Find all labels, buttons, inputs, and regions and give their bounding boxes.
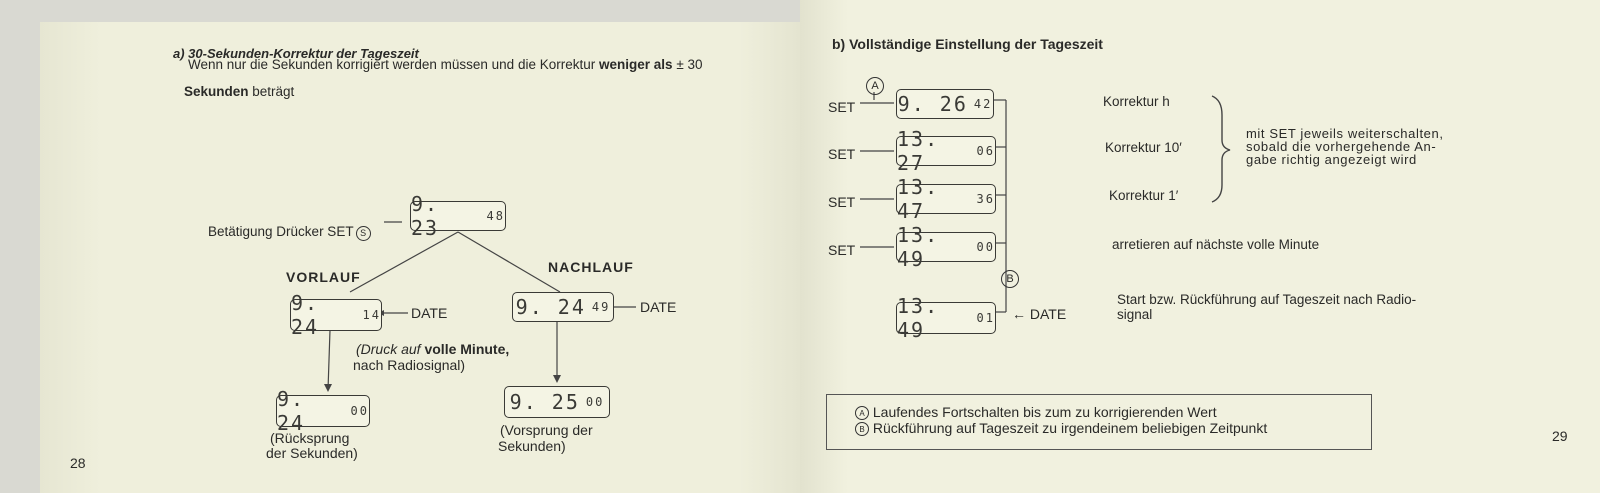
- note-line1: [356, 341, 509, 357]
- lcd-sec: 00: [585, 395, 605, 409]
- lcd-main: 13. 49: [897, 223, 940, 271]
- set-label-row1: SET: [828, 99, 856, 115]
- lcd-result-right: [504, 386, 610, 418]
- lcd-sec: 48: [486, 209, 505, 223]
- intro-bold: weniger als: [599, 57, 673, 72]
- lcd-row3: [896, 175, 996, 223]
- result-right-caption-2: Sekunden): [498, 438, 566, 454]
- legend-a-icon: A: [855, 406, 869, 420]
- lcd-sec: 14: [362, 308, 381, 322]
- lcd-row4: [896, 223, 996, 271]
- set-circle-icon: S: [356, 226, 371, 241]
- date-label-vorlauf: DATE: [411, 305, 448, 321]
- set-button-label: [208, 224, 371, 241]
- set-label-text: Betätigung Drücker SET: [208, 224, 354, 239]
- row4-desc: arretieren auf nächste volle Minute: [1112, 237, 1320, 252]
- row1-desc: Korrektur h: [1103, 94, 1170, 109]
- intro-post: ± 30: [676, 57, 703, 72]
- row2-desc: Korrektur 10′: [1105, 140, 1182, 155]
- lcd-main: 13. 27: [897, 127, 940, 175]
- marker-a-icon: A: [866, 77, 884, 95]
- row3-desc: Korrektur 1′: [1109, 188, 1179, 203]
- intro-post-betraegt: beträgt: [252, 84, 295, 99]
- result-right-caption-1: (Vorsprung der: [500, 422, 593, 438]
- lcd-sec: 01: [976, 311, 995, 325]
- legend-a-text: Laufendes Fortschalten bis zum zu korrigierenden Wert: [872, 404, 1217, 420]
- lcd-sec: 36: [976, 192, 995, 206]
- section-b-heading: b) Vollständige Einstellung der Tageszeit: [832, 36, 1103, 52]
- lcd-main: 9. 24: [291, 291, 320, 339]
- start-text-1: Start bzw. Rückführung auf Tageszeit nach Radio-: [1117, 292, 1417, 307]
- lcd-main: 13. 49: [897, 294, 940, 342]
- page-number-right: 29: [1552, 428, 1568, 444]
- lcd-nachlauf-display: [512, 292, 614, 322]
- lcd-sec: 42: [973, 97, 993, 111]
- brace-text-2: sobald die vorhergehende An-: [1246, 139, 1437, 154]
- lcd-main: 13. 47: [897, 175, 940, 223]
- marker-b-icon: B: [1001, 270, 1019, 288]
- lcd-main: 9. 24: [277, 387, 306, 435]
- start-text-2: signal: [1117, 307, 1153, 322]
- lcd-main: 9. 25: [509, 390, 580, 414]
- section-a-heading: a) 30-Sekunden-Korrektur der Tageszeit: [173, 46, 419, 61]
- note-line2: nach Radiosignal): [353, 357, 466, 373]
- lcd-sec: 00: [350, 404, 369, 418]
- lcd-result-left: [276, 387, 370, 435]
- lcd-sec: 00: [976, 240, 995, 254]
- lcd-vorlauf-display: [290, 291, 382, 339]
- result-left-caption-2: der Sekunden): [266, 445, 358, 461]
- brace-text-1: mit SET jeweils weiterschalten,: [1246, 126, 1444, 141]
- lcd-final-display: [896, 294, 996, 342]
- lcd-sec: 06: [976, 144, 995, 158]
- vorlauf-label: VORLAUF: [286, 269, 361, 285]
- legend-a: [855, 404, 1217, 420]
- lcd-main: 9. 24: [515, 295, 586, 319]
- lcd-main: 9. 26: [897, 92, 968, 116]
- set-label-row2: SET: [828, 146, 856, 162]
- lcd-top-display: [410, 192, 506, 240]
- date-text: DATE: [1029, 306, 1067, 322]
- note-pre: (Druck auf: [356, 341, 421, 357]
- set-label-row4: SET: [828, 242, 856, 258]
- lcd-row1: [896, 89, 994, 119]
- date-label-right: ← DATE: [1012, 306, 1067, 322]
- legend-b: [855, 420, 1267, 436]
- legend-b-icon: B: [855, 422, 869, 436]
- lcd-row2: [896, 127, 996, 175]
- nachlauf-label: NACHLAUF: [548, 259, 634, 275]
- date-label-nachlauf: DATE: [640, 299, 677, 315]
- note-bold: volle Minute,: [424, 341, 510, 357]
- brace-text-3: gabe richtig angezeigt wird: [1246, 152, 1417, 167]
- intro-text: Wenn nur die Sekunden korrigiert werden müssen und die Korrektur: [188, 57, 596, 72]
- lcd-main: 9. 23: [411, 192, 440, 240]
- intro-bold-sekunden: Sekunden: [184, 84, 249, 99]
- result-left-caption-1: (Rücksprung: [270, 430, 350, 446]
- legend-b-text: Rückführung auf Tageszeit zu irgendeinem beliebigen Zeitpunkt: [872, 420, 1268, 436]
- page-number-left: 28: [70, 455, 86, 471]
- section-a-intro-line1: [188, 57, 703, 72]
- lcd-sec: 49: [591, 300, 611, 314]
- set-label-row3: SET: [828, 194, 856, 210]
- section-a-intro-line2: [184, 84, 294, 99]
